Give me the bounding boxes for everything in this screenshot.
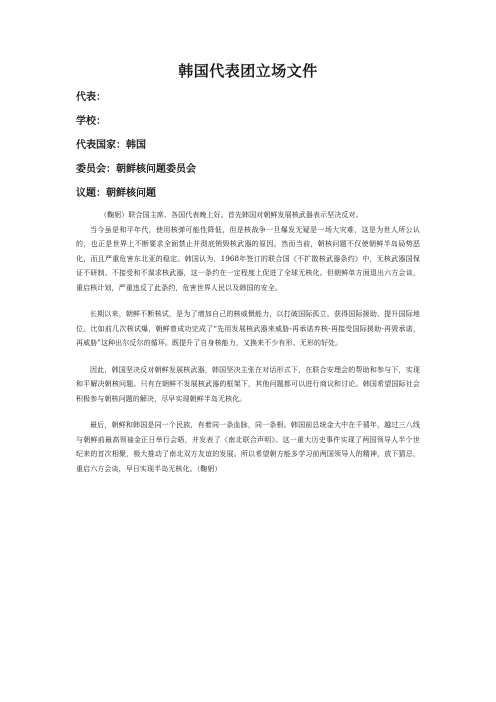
paragraph-analysis: 长期以来，朝鲜不断核试，是为了增加自己的核威慑能力，以打破国际孤立、获得国际援助、提升国际地位。比如前几次核试爆，朝鲜曾成功完成了“先用发展核武器来威胁-再承诺弃核-再接受国际援助-再毁承诺，再威胁”这种出尔反尔的循环。既提升了自身核能力，又换来不少有形、无形的好处。 [76,310,420,347]
school-field: 学校： [76,116,106,127]
committee-field: 委员会：朝鲜核问题委员会 [76,164,196,175]
delegate-field: 代表： [76,92,106,103]
topic-field: 议题：朝鲜核问题 [76,188,156,199]
paragraph-background: 当今虽是和平年代，使用核弹可能性降低，但是核战争一旦爆发无疑是一场大灾难，这是为世人所公认的，也正是世界上不断要求全面禁止并彻底销毁核武器的原因。然而当前，朝核问题不仅使朝鲜半岛局势恶化，而且严重危害东北亚的稳定。韩国认为，1968年签订的联合国《不扩散核武器条约》中，无核武器国保证不研制、不接受和不谋求核武器，这一条约在一定程度上促进了全球无核化。但朝鲜单方面退出六方会谈，重启核计划，严重违反了此条约，危害世界人民以及韩国的安全。 [76,225,420,292]
paragraph-gap [76,351,420,363]
paragraph-opening: （鞠躬）联合国主席、各国代表晚上好。首先韩国对朝鲜发展核武器表示坚决反对。 [100,211,363,219]
paragraph-position: 因此，韩国坚决反对朝鲜发展核武器，韩国坚决主张在对话形式下，在联合安理会的帮助和参与下，实现和平解决朝核问题。只有在朝鲜不发展核武器的框架下，其他问题都可以进行商议和讨论。韩国希望国际社会积极参与朝核问题的解决，尽早实现朝鲜半岛无核化。 [76,365,420,403]
paragraph-conclusion: 最后，朝鲜和韩国是同一个民族，有着同一条血脉，同一条根。韩国前总统金大中在千禧年，越过三八线与朝鲜前最高领袖金正日举行会晤，并发表了《南北联合声明》。这一重大历史事件实现了两国领导人半个世纪来的首次相聚，极大推动了南北双方友谊的发展。所以希望朝方能多学习前两国领导人的精神，放下猜忌，重启六方会谈，早日实现半岛无核化。（鞠躬） [76,421,420,473]
document-title: 韩国代表团立场文件 [178,62,318,80]
paragraph-gap [76,406,420,418]
paragraph-gap [76,295,420,307]
country-field: 代表国家：韩国 [76,140,146,151]
